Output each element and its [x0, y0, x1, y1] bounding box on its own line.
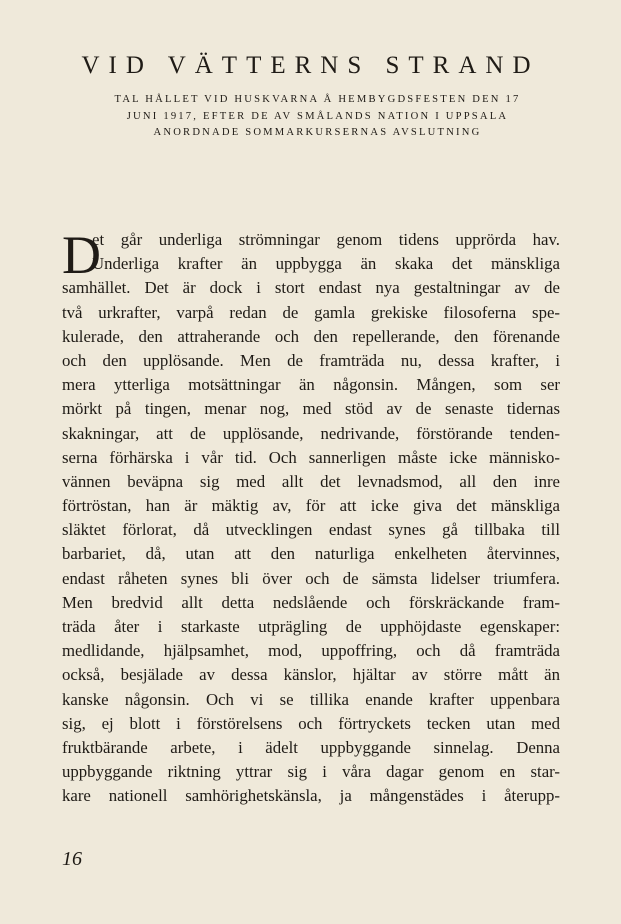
text-line: serna förhärska i vår tid. Och sannerligen måste icke människo- — [62, 447, 560, 467]
text-line: medlidande, hjälpsamhet, mod, uppoffring, och då framträda — [62, 641, 560, 661]
text-line: et går underliga strömningar genom tidens upprörda hav. — [92, 230, 560, 249]
text-line: endast råheten synes bli över och de sämsta lidelser triumfera. — [62, 568, 560, 588]
text-line: Underliga krafter än uppbygga än skaka det mänskliga — [92, 254, 560, 274]
text-line: kulerade, den attraherande och den repellerande, den förenande — [62, 326, 560, 346]
text-line: mörkt på tingen, menar nog, med stöd av de senaste tidernas — [62, 399, 560, 419]
chapter-title: VID VÄTTERNS STRAND — [81, 52, 540, 79]
text-line: också, besjälade av dessa känslor, hjältar av större mått än — [62, 665, 560, 685]
text-line: och den upplösande. Men de framträda nu, dessa krafter, i — [62, 350, 560, 370]
page-number: 16 — [62, 848, 82, 870]
text-line: förtröstan, han är mäktig av, för att icke giva det mänskliga — [62, 496, 560, 516]
text-line: vännen beväpna sig med allt det levnadsmod, all den inre — [62, 471, 560, 491]
text-line: Men bredvid allt detta nedslående och förskräckande fram- — [62, 592, 560, 612]
drop-cap: D — [62, 225, 101, 285]
text-line: samhället. Det är dock i stort endast nya gestaltningar av de — [62, 278, 560, 298]
text-line: kare nationell samhörighetskänsla, ja mångenstädes i återupp- — [62, 786, 560, 806]
subtitle-line: ANORDNADE SOMMARKURSERNAS AVSLUTNING — [153, 127, 482, 138]
text-line: kanske någonsin. Och vi se tillika enande krafter uppenbara — [62, 689, 560, 709]
text-line: uppbyggande riktning yttrar sig i våra dagar genom en star- — [62, 762, 560, 782]
text-line: fruktbärande arbete, i ädelt uppbyggande sinnelag. Denna — [62, 737, 560, 757]
subtitle-line: TAL HÅLLET VID HUSKVARNA Å HEMBYGDSFESTEN DEN 17 — [114, 94, 521, 105]
chapter-subtitle — [60, 92, 575, 142]
text-line: barbariet, då, utan att den naturliga enkelheten återvinnes, — [62, 544, 560, 564]
subtitle-line: JUNI 1917, EFTER DE AV SMÅLANDS NATION I UPPSALA — [126, 110, 509, 122]
text-line: två urkrafter, varpå redan de gamla grekiske filosoferna spe- — [62, 302, 560, 322]
text-line: skakningar, att de upplösande, nedrivande, förstörande tenden- — [62, 423, 560, 443]
text-line: mera ytterliga motsättningar än någonsin. Mången, som ser — [62, 375, 560, 395]
text-line: släktet förlorat, då utvecklingen endast synes gå tillbaka till — [62, 520, 560, 540]
text-line: träda åter i starkaste utprägling de upphöjdaste egenskaper: — [62, 617, 560, 636]
text-line: sig, ej blott i förstörelsens och förtryckets tecken utan med — [62, 713, 560, 733]
body-text — [62, 225, 560, 809]
